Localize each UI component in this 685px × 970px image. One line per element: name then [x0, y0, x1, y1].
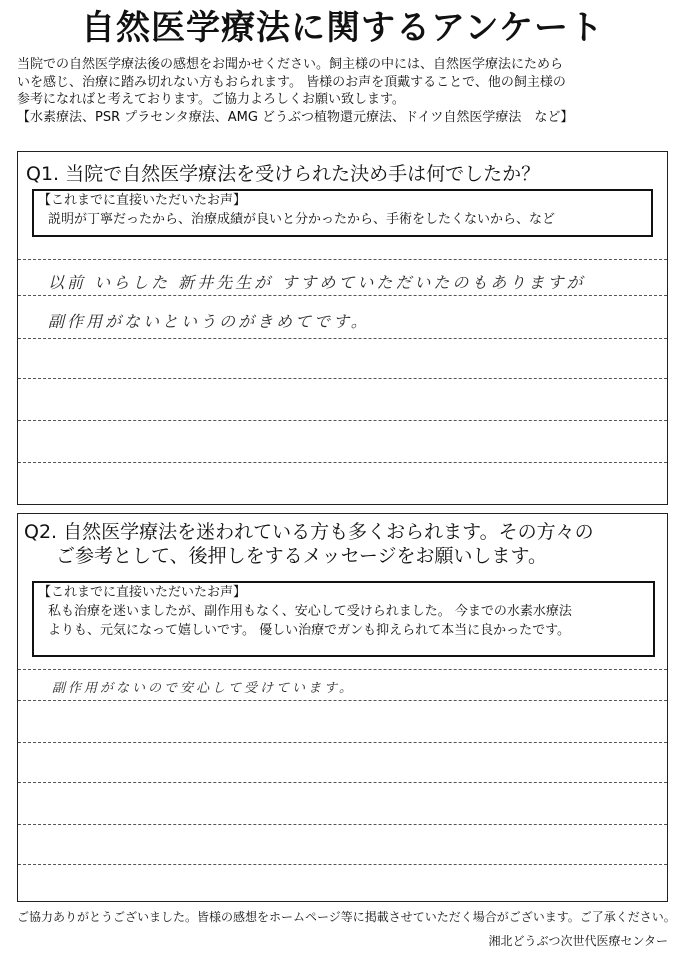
answer-rule	[18, 338, 667, 339]
answer-rule	[18, 700, 667, 701]
intro-text	[17, 56, 672, 126]
voice-line: 私も治療を迷いましたが、副作用もなく、安心して受けられました。 今までの水素水療法	[48, 604, 572, 619]
answer-rule	[18, 378, 667, 379]
q2-question-line: ご参考として、後押しをするメッセージをお願いします。	[56, 545, 547, 567]
organization-name: 湘北どうぶつ次世代医療センター	[488, 934, 668, 948]
intro-line: 当院での自然医学療法後の感想をお聞かせください。飼主様の中には、自然医学療法にためら	[17, 57, 564, 72]
q1-voices-box	[32, 189, 653, 237]
handwritten-answer-line: 以前 いらした 新井先生が すすめていただいたのもありますが	[48, 273, 586, 292]
voices-heading: 【これまでに直接いただいたお声】	[38, 193, 247, 208]
voice-line: よりも、元気になって嬉しいです。 優しい治療でガンも抑えられて本当に良かったです。	[48, 623, 571, 638]
handwritten-answer-line: 副作用がないというのがきめてです。	[48, 312, 370, 331]
voice-line: 説明が丁寧だったから、治療成績が良いと分かったから、手術をしたくないから、など	[48, 212, 556, 227]
answer-rule	[18, 420, 667, 421]
answer-rule	[18, 782, 667, 783]
q2-voices-box	[32, 581, 655, 657]
q2-question	[24, 520, 594, 568]
answer-rule	[18, 742, 667, 743]
q2-question-line: Q2. 自然医学療法を迷われている方も多くおられます。その方々の	[24, 521, 594, 543]
intro-line: 参考になればと考えております。ご協力よろしくお願い致します。	[17, 92, 405, 107]
voices-heading: 【これまでに直接いただいたお声】	[38, 585, 247, 600]
q1-section	[17, 151, 668, 505]
q2-section	[17, 513, 668, 902]
answer-rule	[18, 669, 667, 670]
answer-rule	[18, 295, 667, 296]
answer-rule	[18, 259, 667, 260]
page-title: 自然医学療法に関するアンケート	[81, 8, 604, 48]
footer-note: ご協力ありがとうございました。皆様の感想をホームページ等に掲載させていただく場合がございます。ご了承ください。	[17, 910, 676, 924]
therapy-list: 【水素療法、PSR プラセンタ療法、AMG どうぶつ植物還元療法、ドイツ自然医学療法 など】	[17, 109, 574, 125]
answer-rule	[18, 864, 667, 865]
q1-question: Q1. 当院で自然医学療法を受けられた決め手は何でしたか？	[26, 163, 541, 185]
handwritten-answer-line: 副作用がないので安心して受けています。	[52, 681, 355, 696]
intro-line: いを感じ、治療に踏み切れない方もおられます。 皆様のお声を頂戴することで、他の飼主様の	[17, 74, 566, 90]
answer-rule	[18, 824, 667, 825]
answer-rule	[18, 462, 667, 463]
